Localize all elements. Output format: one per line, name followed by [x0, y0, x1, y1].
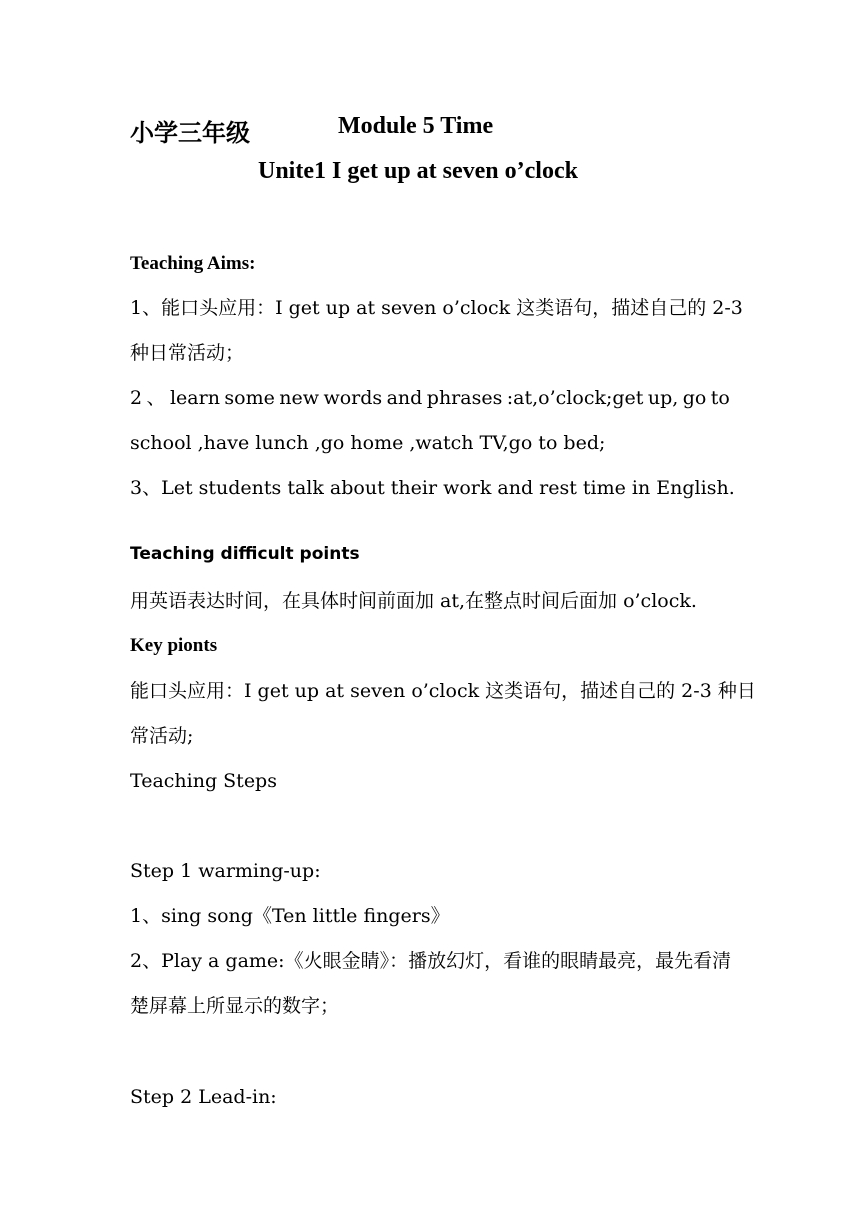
key-points-heading: Key pionts	[130, 635, 218, 656]
teaching-aims-heading: Teaching Aims:	[130, 253, 256, 274]
aim-item-2-word: 2	[130, 387, 143, 409]
aim-item-2-word: phrases	[426, 387, 503, 409]
aim-item-2-word: 、	[146, 387, 166, 409]
step-1-item-2-line-2: 楚屏幕上所显示的数字；	[130, 995, 340, 1017]
step-1-item-1: 1、sing song《Ten little fingers》	[130, 905, 450, 927]
difficult-points-text: 用英语表达时间，在具体时间前面加 at,在整点时间后面加 o’clock.	[130, 590, 697, 612]
document-title	[130, 113, 494, 148]
module-title: Module 5 Time	[338, 113, 494, 139]
aim-item-2-word: up,	[647, 387, 679, 409]
aim-item-2-line-1	[130, 386, 730, 410]
difficult-points-heading: Teaching difficult points	[130, 544, 360, 564]
aim-item-2-word: :at,o’clock;get	[506, 387, 644, 409]
step-2-heading: Step 2 Lead-in:	[130, 1086, 277, 1108]
aim-item-3: 3、Let students talk about their work and rest time in English.	[130, 477, 735, 499]
teaching-steps-heading: Teaching Steps	[130, 770, 277, 792]
aim-item-1-line-2: 种日常活动；	[130, 342, 245, 364]
grade-label: 小学三年级	[130, 121, 250, 147]
aim-item-2-word: and	[386, 387, 423, 409]
unit-title: Unite1 I get up at seven o’clock	[258, 158, 578, 184]
aim-item-2-word: go	[682, 387, 707, 409]
aim-item-1-line-1: 1、能口头应用：I get up at seven o’clock 这类语句，描述自己的 2-3	[130, 297, 743, 319]
aim-item-2-line-2: school ,have lunch ,go home ,watch TV,go to bed;	[130, 432, 606, 454]
aim-item-2-word: to	[710, 387, 730, 409]
key-points-line-2: 常活动;	[130, 725, 194, 747]
key-points-line-1: 能口头应用：I get up at seven o’clock 这类语句，描述自己的 2-3 种日	[130, 680, 756, 702]
aim-item-2-word: some	[224, 387, 275, 409]
step-1-heading: Step 1 warming-up:	[130, 860, 321, 882]
step-1-item-2-line-1: 2、Play a game:《火眼金睛》：播放幻灯，看谁的眼睛最亮，最先看清	[130, 950, 732, 972]
aim-item-2-word: learn	[169, 387, 220, 409]
aim-item-2-word: new	[279, 387, 320, 409]
aim-item-2-word: words	[323, 387, 383, 409]
